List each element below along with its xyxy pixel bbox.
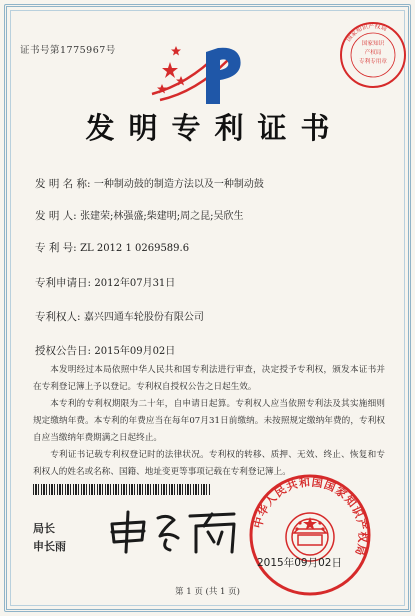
patent-number-value: ZL 2012 1 0269589.6 bbox=[80, 243, 190, 254]
patent-office-logo bbox=[148, 38, 248, 110]
small-seal-center bbox=[358, 40, 388, 70]
barcode bbox=[33, 484, 211, 495]
inventor-label: 发 明 人: bbox=[35, 210, 77, 222]
patent-number-row bbox=[35, 240, 189, 255]
official-seal-ring-text: 中华人民共和国国家知识产权局 bbox=[251, 475, 370, 558]
filing-date-row bbox=[35, 274, 175, 290]
patentee-label: 专利权人: bbox=[35, 311, 81, 323]
grant-date-value: 2015年09月02日 bbox=[94, 346, 176, 357]
patentee-row bbox=[35, 308, 204, 324]
director-title: 局长 bbox=[33, 522, 55, 535]
grant-date-label: 授权公告日: bbox=[35, 345, 92, 357]
invention-name-row bbox=[35, 175, 264, 191]
patentee-value: 嘉兴四通车轮股份有限公司 bbox=[83, 312, 204, 323]
body-paragraph: 本专利的专利权期限为二十年，自申请日起算。专利权人应当依照专利法及其实施细则规定缴纳年费。本专利的年费应当在每年07月31日前缴纳。未按照规定缴纳年费的，专利权自应当缴纳年费期满之日起终止。 bbox=[33, 399, 385, 443]
filing-date-value: 2012年07月31日 bbox=[94, 278, 176, 289]
certificate-body bbox=[33, 362, 385, 481]
invention-name-value: 一种制动鼓的制造方法以及一种制动鼓 bbox=[93, 179, 264, 190]
patent-seal-small bbox=[338, 20, 408, 90]
filing-date-label: 专利申请日: bbox=[35, 277, 92, 289]
small-seal-line: 国家知识 bbox=[361, 41, 385, 47]
inventor-value: 张建荣;林强盛;柴建明;周之昆;吴欣生 bbox=[80, 211, 244, 222]
certificate-title: 发明专利证书 bbox=[85, 111, 344, 145]
official-seal bbox=[248, 473, 372, 597]
small-seal-line: 产权局 bbox=[364, 50, 382, 56]
patent-number-label: 专 利 号: bbox=[35, 242, 77, 254]
body-paragraph: 专利证书记载专利权登记时的法律状况。专利权的转移、质押、无效、终止、恢复和专利权人的姓名或名称、国籍、地址变更等事项记载在专利登记簿上。 bbox=[33, 450, 385, 477]
grant-date-row bbox=[35, 342, 175, 358]
director-signature bbox=[104, 506, 244, 556]
small-seal-line: 专利专用章 bbox=[359, 59, 387, 65]
small-seal-ring-text: 国家知识产权局 bbox=[345, 22, 388, 44]
certificate-number: 证书号第1775967号 bbox=[20, 45, 116, 56]
inventor-row bbox=[35, 207, 244, 223]
director-name: 申长雨 bbox=[33, 540, 66, 553]
page-number: 第 1 页 (共 1 页) bbox=[175, 587, 240, 597]
seal-date: 2015年09月02日 bbox=[257, 557, 342, 569]
body-paragraph: 本发明经过本局依照中华人民共和国专利法进行审查，决定授予专利权，颁发本证书并在专利登记簿上予以登记。专利权自授权公告之日起生效。 bbox=[33, 365, 385, 392]
invention-name-label: 发 明 名 称: bbox=[35, 178, 91, 190]
